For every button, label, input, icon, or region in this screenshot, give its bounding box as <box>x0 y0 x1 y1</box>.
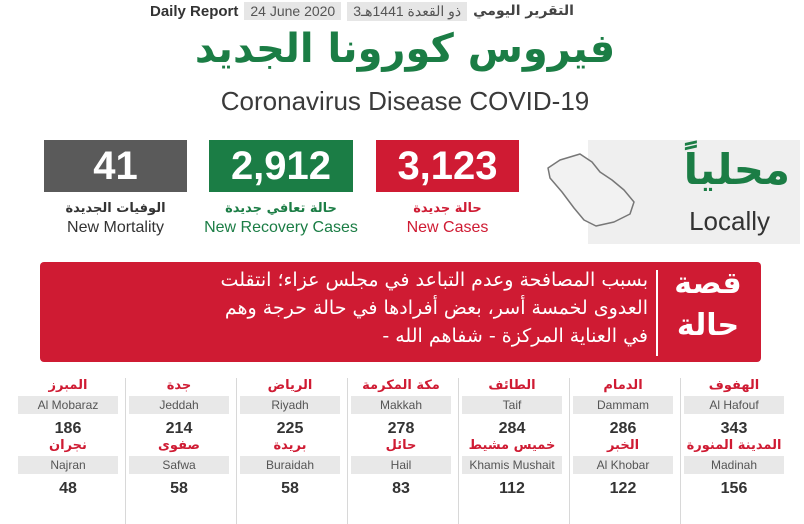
new-cases-label-en: New Cases <box>406 219 489 236</box>
city-cell-najran <box>18 438 118 499</box>
city-name-en: Jeddah <box>129 396 229 414</box>
story-divider <box>656 270 658 356</box>
city-name-en: Taif <box>462 396 562 414</box>
city-name-ar: بريدة <box>273 438 307 453</box>
page-title-ar: فيروس كورونا الجديد <box>194 26 616 72</box>
city-case-count: 48 <box>59 480 77 497</box>
story-title-line1: قصة <box>674 266 742 301</box>
city-cell-taif <box>462 378 562 439</box>
city-name-ar: حائل <box>385 438 417 453</box>
city-cell-hail <box>351 438 451 499</box>
story-text-line1: بسبب المصافحة وعدم التباعد في مجلس عزاء؛ انتقلت <box>220 269 648 291</box>
report-header-line <box>150 0 660 22</box>
city-name-ar: صفوى <box>158 438 200 453</box>
new-mortality-value: 41 <box>44 140 187 192</box>
city-name-en: Hail <box>351 456 451 474</box>
city-case-count: 343 <box>720 420 748 437</box>
city-case-count: 278 <box>387 420 415 437</box>
new-cases-value: 3,123 <box>376 140 519 192</box>
city-cell-al-hafouf <box>684 378 784 439</box>
city-name-ar: جدة <box>166 378 192 393</box>
new-recovery-label-ar: حالة تعافي جديدة <box>225 201 337 216</box>
city-name-ar: الهفوف <box>708 378 760 393</box>
city-cell-buraidah <box>240 438 340 499</box>
locally-title-en: Locally <box>689 206 770 236</box>
city-cell-madinah <box>684 438 784 499</box>
city-case-count: 284 <box>498 420 526 437</box>
date-gregorian: 24 June 2020 <box>244 2 341 20</box>
grid-divider <box>236 378 237 524</box>
city-cell-khamis-mushait <box>462 438 562 499</box>
city-case-count: 186 <box>54 420 82 437</box>
city-case-count: 58 <box>170 480 188 497</box>
story-title-line2: حالة <box>676 308 740 343</box>
new-recovery-label-en: New Recovery Cases <box>204 219 358 236</box>
grid-divider <box>569 378 570 524</box>
new-recovery-value: 2,912 <box>209 140 353 192</box>
grid-divider <box>347 378 348 524</box>
city-name-ar: الخبر <box>606 438 640 453</box>
new-cases-label-ar: حالة جديدة <box>413 201 482 216</box>
grid-divider <box>458 378 459 524</box>
city-name-en: Najran <box>18 456 118 474</box>
city-name-ar: خميس مشيط <box>468 438 556 453</box>
city-name-en: Al Khobar <box>573 456 673 474</box>
city-name-en: Al Hafouf <box>684 396 784 414</box>
story-text-line2: العدوى لخمسة أسر، بعض أفرادها في حالة حرجة وهم <box>224 297 648 319</box>
city-case-count: 225 <box>276 420 304 437</box>
city-case-count: 286 <box>609 420 637 437</box>
city-cell-safwa <box>129 438 229 499</box>
city-cell-al-mobaraz <box>18 378 118 439</box>
city-case-count: 214 <box>165 420 193 437</box>
city-name-en: Buraidah <box>240 456 340 474</box>
city-name-en: Al Mobaraz <box>18 396 118 414</box>
locally-title-ar: محلياً <box>683 145 790 194</box>
city-case-count: 58 <box>281 480 299 497</box>
city-name-ar: المبرز <box>48 378 88 393</box>
city-name-ar: الطائف <box>488 378 536 393</box>
city-case-count: 122 <box>609 480 637 497</box>
city-name-ar: نجران <box>49 438 87 453</box>
city-name-ar: مكة المكرمة <box>362 378 440 393</box>
city-name-ar: المدينة المنورة <box>686 438 782 453</box>
city-cell-makkah <box>351 378 451 439</box>
story-text-line3: في العناية المركزة - شفاهم الله - <box>382 325 648 347</box>
new-mortality-label-ar: الوفيات الجديدة <box>65 201 166 216</box>
daily-report-label: Daily Report <box>150 2 239 20</box>
city-case-count: 83 <box>392 480 410 497</box>
city-cell-al-khobar <box>573 438 673 499</box>
city-name-ar: الرياض <box>267 378 313 393</box>
page-title-en: Coronavirus Disease COVID-19 <box>220 86 590 116</box>
city-name-en: Riyadh <box>240 396 340 414</box>
city-name-en: Madinah <box>684 456 784 474</box>
city-case-count: 112 <box>499 480 525 497</box>
city-name-en: Dammam <box>573 396 673 414</box>
city-case-count: 156 <box>720 480 748 497</box>
city-name-en: Safwa <box>129 456 229 474</box>
city-name-en: Makkah <box>351 396 451 414</box>
city-name-ar: الدمام <box>603 378 643 393</box>
new-mortality-label-en: New Mortality <box>67 219 164 236</box>
grid-divider <box>680 378 681 524</box>
city-cell-riyadh <box>240 378 340 439</box>
grid-divider <box>125 378 126 524</box>
date-hijri: 3ذو القعدة 1441هـ <box>347 2 467 21</box>
city-cell-jeddah <box>129 378 229 439</box>
city-cell-dammam <box>573 378 673 439</box>
daily-report-label-ar: التقرير اليومي <box>473 3 574 19</box>
city-name-en: Khamis Mushait <box>462 456 562 474</box>
